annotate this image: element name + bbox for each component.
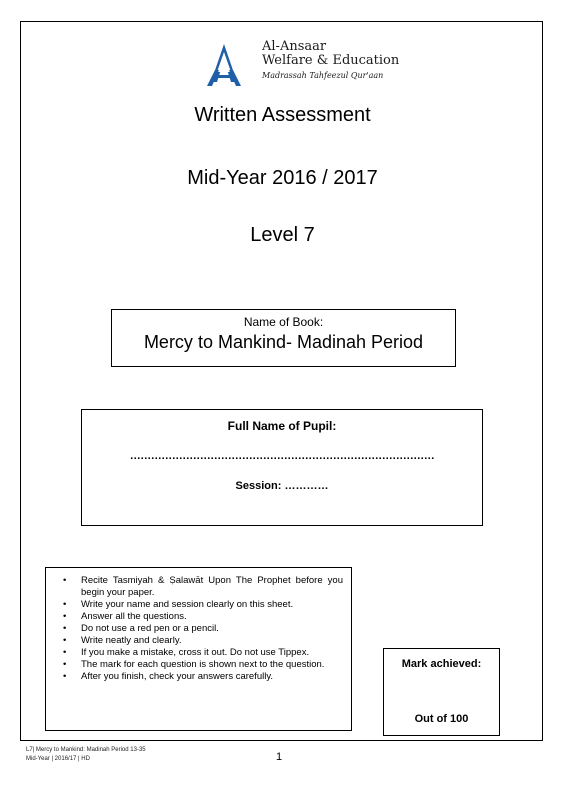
footer-info bbox=[26, 746, 146, 764]
mark-achieved-box bbox=[383, 648, 500, 736]
instruction-item: • If you make a mistake, cross it out. Do not use Tippex. bbox=[56, 647, 343, 659]
footer-line-2: Mid-Year | 2016/17 | HD bbox=[26, 756, 90, 762]
instruction-item: • Do not use a red pen or a pencil. bbox=[56, 623, 343, 635]
instruction-item: • Write your name and session clearly on this sheet. bbox=[56, 599, 343, 611]
assessment-level: Level 7 bbox=[250, 224, 315, 246]
book-name: Mercy to Mankind- Madinah Period bbox=[143, 332, 424, 352]
pupil-name-field[interactable]: …………………………………………………………………………… bbox=[129, 450, 435, 462]
mark-achieved-label: Mark achieved: bbox=[401, 658, 482, 670]
logo-icon bbox=[203, 42, 245, 88]
page-number: 1 bbox=[276, 751, 283, 763]
instruction-item: • After you finish, check your answers carefully. bbox=[56, 671, 343, 683]
logo-line-2: Welfare & Education bbox=[262, 53, 400, 69]
instructions-list bbox=[56, 575, 343, 683]
logo-line-1: Al-Ansaar bbox=[262, 39, 327, 54]
session-field[interactable]: Session: ………… bbox=[235, 480, 329, 492]
mark-out-of: Out of 100 bbox=[414, 713, 469, 725]
assessment-period: Mid-Year 2016 / 2017 bbox=[187, 167, 378, 189]
footer-line-1: L7| Mercy to Mankind: Madinah Period 13-35 bbox=[26, 747, 146, 753]
pupil-details-box bbox=[81, 409, 483, 526]
book-label: Name of Book: bbox=[243, 315, 324, 329]
assessment-title: Written Assessment bbox=[194, 104, 371, 126]
instruction-item: • Recite Tasmiyah & Ṣalawāt Upon The Prophet before you begin your paper. bbox=[56, 575, 343, 599]
pupil-name-label: Full Name of Pupil: bbox=[227, 419, 337, 433]
instruction-item: • Write neatly and clearly. bbox=[56, 635, 343, 647]
logo-line-3: Madrassah Tahfeezul Qur'aan bbox=[262, 70, 384, 80]
instruction-item: • The mark for each question is shown next to the question. bbox=[56, 659, 343, 671]
book-name-box bbox=[111, 309, 456, 367]
instructions-box bbox=[45, 567, 352, 731]
organization-logo-text bbox=[262, 40, 399, 80]
instruction-item: • Answer all the questions. bbox=[56, 611, 343, 623]
